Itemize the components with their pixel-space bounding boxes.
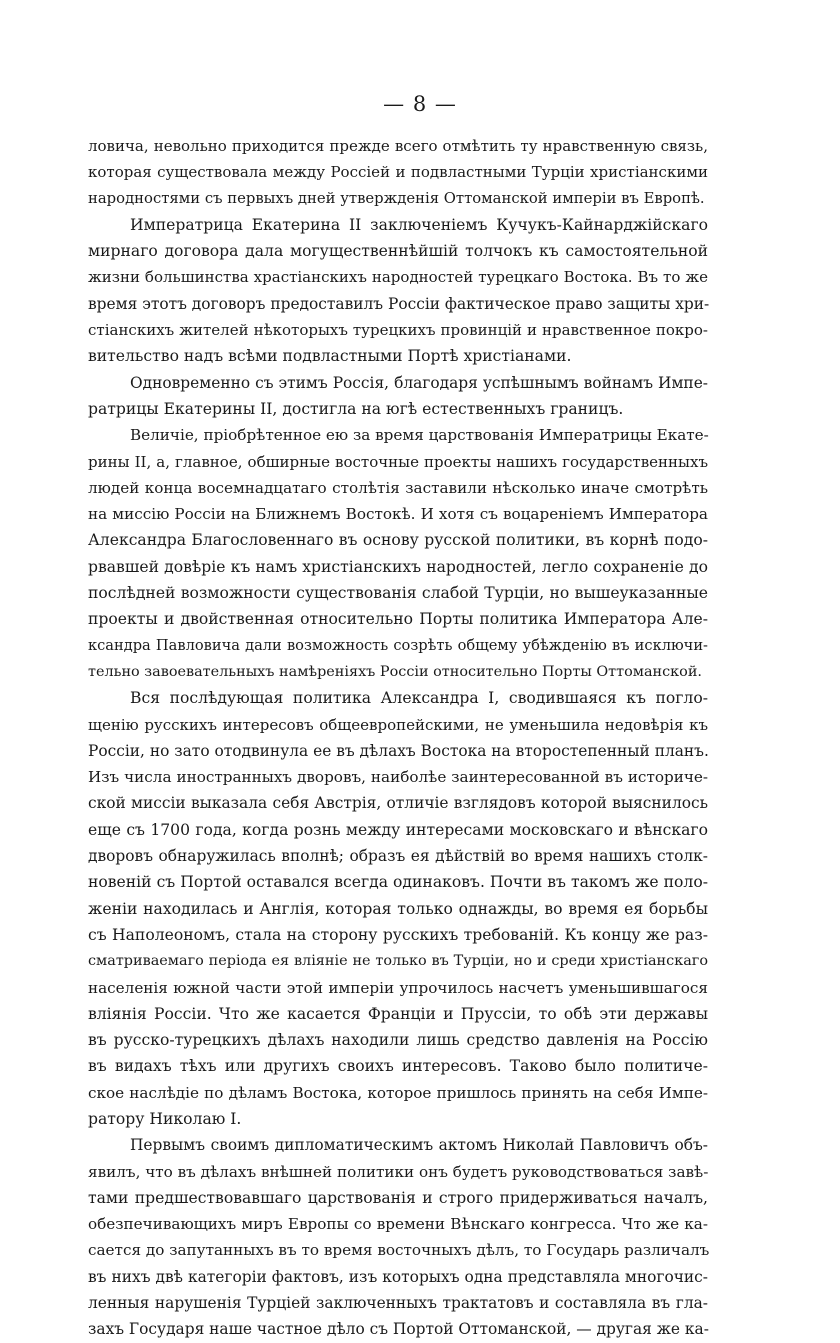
text-line: тельно завоевательныхъ намѣреніяхъ Россіи относительно Порты Оттоманской. (88, 663, 703, 680)
text-line: обезпечивающихъ миръ Европы со времени Вѣнскаго конгресса. Что же ка- (88, 1215, 708, 1234)
text-line: въ русско-турецкихъ дѣлахъ находили лишь средство давленія на Россію (88, 1031, 708, 1050)
text-line: стіанскихъ жителей нѣкоторыхъ турецкихъ провинцій и нравственное покро- (88, 321, 708, 340)
text-line: женіи находилась и Англія, которая только однажды, во время ея борьбы (88, 899, 708, 918)
text-line: новеній съ Портой оставался всегда одинаковъ. Почти въ такомъ же поло- (88, 873, 708, 892)
text-line: захъ Государя наше частное дѣло съ Портой Оттоманской, — другая же ка- (88, 1320, 709, 1339)
text-line: щенію русскихъ интересовъ общеевропейскими, не уменьшила недовѣрія къ (88, 715, 708, 734)
text-line: жизни большинства храстіанскихъ народностей турецкаго Востока. Въ то же (88, 268, 708, 287)
text-line: въ видахъ тѣхъ или другихъ своихъ интересовъ. Таково было политиче- (88, 1057, 708, 1076)
paragraph (88, 422, 708, 685)
paragraph (88, 212, 708, 370)
text-line: которая существовала между Россіей и подвластными Турціи христіанскими (88, 163, 708, 182)
text-line: Россіи, но зато отодвинула ее въ дѣлахъ Востока на второстепенный планъ. (88, 741, 709, 760)
text-line: ленныя нарушенія Турціей заключенныхъ трактатовъ и составляла въ гла- (88, 1294, 708, 1313)
text-line: послѣдней возможности существованія слабой Турціи, но вышеуказанные (88, 584, 708, 603)
text-line: Первымъ своимъ дипломатическимъ актомъ Николай Павловичъ объ- (130, 1136, 708, 1155)
text-line: сматриваемаго періода ея вліяніе не только въ Турціи, но и среди христіанскаго (88, 953, 708, 970)
text-line: рвавшей довѣріе къ намъ христіанскихъ народностей, легло сохраненіе до (88, 557, 708, 576)
text-line: Величіе, пріобрѣтенное ею за время царствованія Императрицы Екате- (130, 426, 709, 445)
paragraph (88, 685, 708, 1132)
text-line: населенія южной части этой имперіи упрочилось насчетъ уменьшившагося (88, 978, 708, 997)
text-line: Императрица Екатерина II заключеніемъ Кучукъ-Кайнарджійскаго (130, 215, 708, 234)
text-line: ловича, невольно приходится прежде всего отмѣтить ту нравственную связь, (88, 137, 708, 155)
body-text (88, 133, 708, 1343)
text-line: на миссію Россіи на Ближнемъ Востокѣ. И хотя съ воцареніемъ Императора (88, 505, 708, 524)
text-line: дворовъ обнаружилась вполнѣ; образъ ея дѣйствій во время нашихъ столк- (88, 847, 708, 866)
text-line: Вся послѣдующая политика Александра I, сводившаяся къ погло- (130, 689, 708, 708)
text-line: ратору Николаю I. (88, 1109, 242, 1128)
text-line: съ Наполеономъ, стала на сторону русскихъ требованій. Къ концу же раз- (88, 925, 708, 944)
paragraph (88, 133, 708, 212)
text-line: ратрицы Екатерины II, достигла на югѣ естественныхъ границъ. (88, 399, 624, 418)
text-line: людей конца восемнадцатаго столѣтія заставили нѣсколько иначе смотрѣть (88, 478, 708, 497)
text-line: рины II, а, главное, обширные восточные проекты нашихъ государственныхъ (88, 452, 708, 471)
paragraph (88, 370, 708, 423)
text-line: ксандра Павловича дали возможность созрѣть общему убѣжденію въ исключи- (88, 636, 708, 654)
text-line: еще съ 1700 года, когда рознь между интересами московскаго и вѣнскаго (88, 820, 708, 839)
text-line: проекты и двойственная относительно Порты политика Императора Але- (88, 610, 708, 629)
text-line: ское наслѣдіе по дѣламъ Востока, которое пришлось принять на себя Импе- (88, 1083, 708, 1102)
page-number: — 8 — (383, 92, 457, 116)
text-line: Одновременно съ этимъ Россія, благодаря успѣшнымъ войнамъ Импе- (130, 373, 708, 392)
text-line: время этотъ договоръ предоставилъ Россіи фактическое право защиты хри- (88, 294, 710, 313)
text-line: Изъ числа иностранныхъ дворовъ, наиболѣе заинтересованной въ историче- (88, 768, 708, 787)
text-line: народностями съ первыхъ дней утвержденія Оттоманской имперіи въ Европѣ. (88, 189, 705, 207)
paragraph (88, 1132, 708, 1342)
text-line: вліянія Россіи. Что же касается Франціи и Пруссіи, то обѣ эти державы (88, 1004, 708, 1023)
text-line: Александра Благословеннаго въ основу русской политики, въ корнѣ подо- (88, 531, 708, 550)
text-line: явилъ, что въ дѣлахъ внѣшней политики онъ будетъ руководствоваться завѣ- (88, 1162, 709, 1181)
text-line: вительство надъ всѣми подвластными Портѣ христіанами. (88, 347, 572, 366)
text-line: ской миссіи выказала себя Австрія, отличіе взглядовъ которой выяснилось (88, 794, 708, 813)
text-line: мирнаго договора дала могущественнѣйшій толчокъ къ самостоятельной (88, 242, 708, 261)
text-line: сается до запутанныхъ въ то время восточныхъ дѣлъ, то Государь различалъ (88, 1241, 710, 1260)
text-line: тами предшествовавшаго царствованія и строго придерживаться началъ, (88, 1188, 708, 1207)
text-line: въ нихъ двѣ категоріи фактовъ, изъ которыхъ одна представляла многочис- (88, 1267, 708, 1286)
